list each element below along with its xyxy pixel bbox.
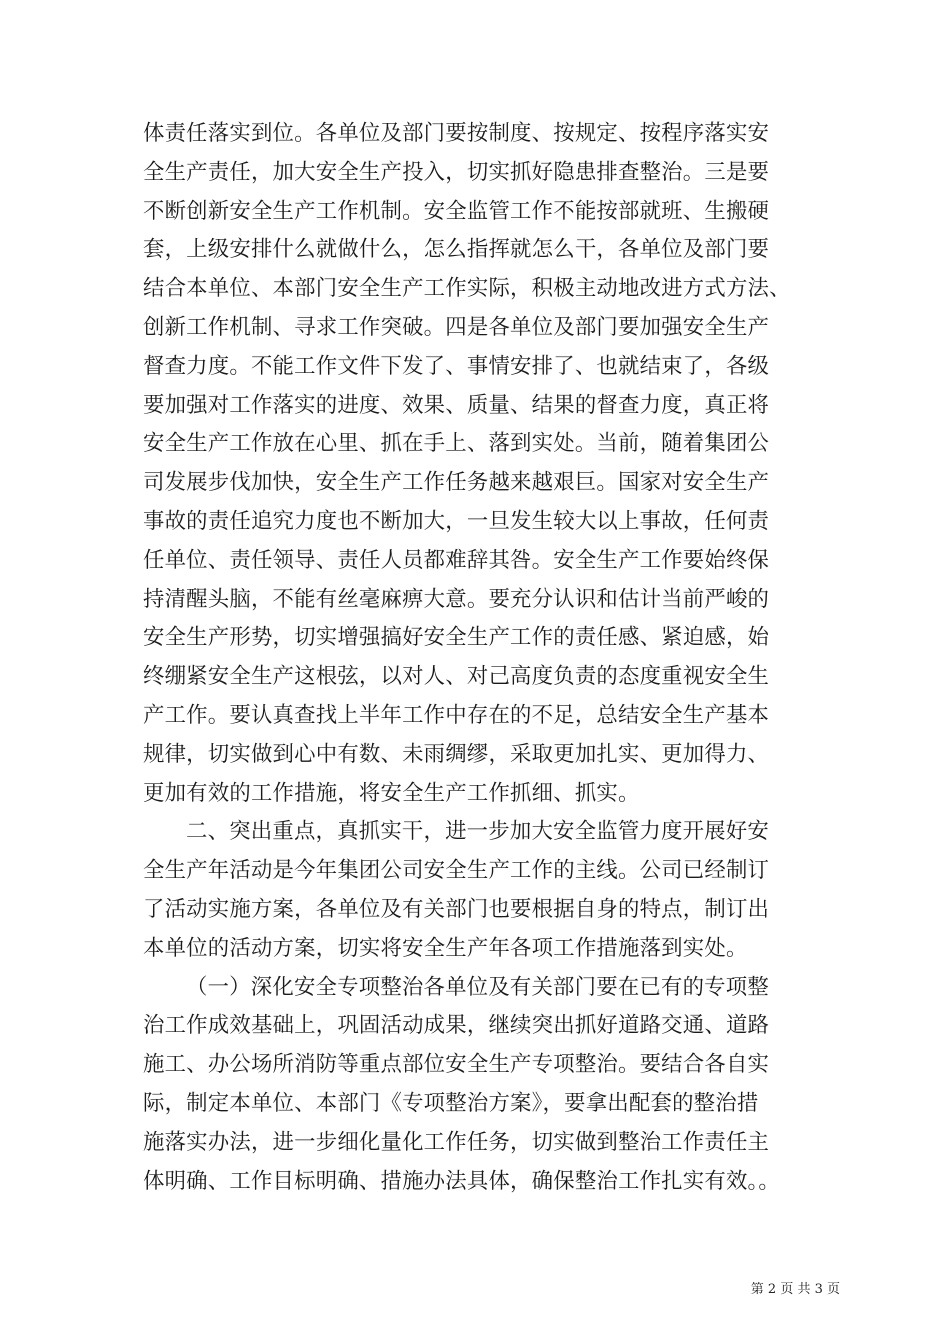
- text-line: 规律，切实做到心中有数、未雨绸缪，采取更加扎实、更加得力、: [143, 741, 770, 767]
- text-line: 要加强对工作落实的进度、效果、质量、结果的督查力度，真正将: [143, 392, 770, 418]
- text-line: 安全生产工作放在心里、抓在手上、落到实处。当前，随着集团公: [143, 431, 770, 457]
- text-line: 体明确、工作目标明确、措施办法具体，确保整治工作扎实有效。。: [143, 1168, 781, 1194]
- text-line: 安全生产形势，切实增强搞好安全生产工作的责任感、紧迫感，始: [143, 625, 770, 651]
- text-line: 套，上级安排什么就做什么，怎么指挥就怎么干，各单位及部门要: [143, 237, 770, 263]
- text-line: 不断创新安全生产工作机制。安全监管工作不能按部就班、生搬硬: [143, 198, 770, 224]
- text-line: 施工、办公场所消防等重点部位安全生产专项整治。要结合各自实: [143, 1052, 770, 1078]
- text-line: 结合本单位、本部门安全生产工作实际，积极主动地改进方式方法、: [143, 276, 791, 302]
- text-line: 全生产年活动是今年集团公司安全生产工作的主线。公司已经制订: [143, 858, 770, 884]
- text-line: 体责任落实到位。各单位及部门要按制度、按规定、按程序落实安: [143, 121, 770, 146]
- text-line: 产工作。要认真查找上半年工作中存在的不足，总结安全生产基本: [143, 703, 770, 728]
- text-line: 司发展步伐加快，安全生产工作任务越来越艰巨。国家对安全生产: [143, 470, 770, 496]
- text-line: 持清醒头脑，不能有丝毫麻痹大意。要充分认识和估计当前严峻的: [143, 586, 770, 612]
- text-line: 终绷紧安全生产这根弦，以对人、对己高度负责的态度重视安全生: [143, 664, 770, 690]
- text-line: 事故的责任追究力度也不断加大，一旦发生较大以上事故，任何责: [143, 509, 770, 534]
- text-line: 创新工作机制、寻求工作突破。四是各单位及部门要加强安全生产: [143, 315, 770, 340]
- text-line: 了活动实施方案，各单位及有关部门也要根据自身的特点，制订出: [143, 897, 770, 922]
- text-line: 施落实办法，进一步细化量化工作任务，切实做到整治工作责任主: [143, 1129, 770, 1155]
- text-line: 治工作成效基础上，巩固活动成果，继续突出抓好道路交通、道路: [143, 1013, 770, 1039]
- text-line: 际，制定本单位、本部门《专项整治方案》，要拿出配套的整治措: [143, 1091, 759, 1116]
- subsection-heading-line: （一）深化安全专项整治各单位及有关部门要在已有的专项整: [186, 974, 769, 1000]
- text-line: 更加有效的工作措施，将安全生产工作抓细、抓实。: [143, 780, 640, 806]
- text-line: 任单位、责任领导、责任人员都难辞其咎。安全生产工作要始终保: [143, 547, 770, 573]
- text-line: 本单位的活动方案，切实将安全生产年各项工作措施落到实处。: [143, 935, 748, 961]
- text-line: 全生产责任，加大安全生产投入，切实抓好隐患排查整治。三是要: [143, 159, 770, 185]
- text-line: 督查力度。不能工作文件下发了、事情安排了、也就结束了，各级: [143, 353, 770, 379]
- page-number: 第 2 页 共 3 页: [750, 1282, 840, 1297]
- section-heading-line: 二、突出重点，真抓实干，进一步加大安全监管力度开展好安: [186, 819, 769, 845]
